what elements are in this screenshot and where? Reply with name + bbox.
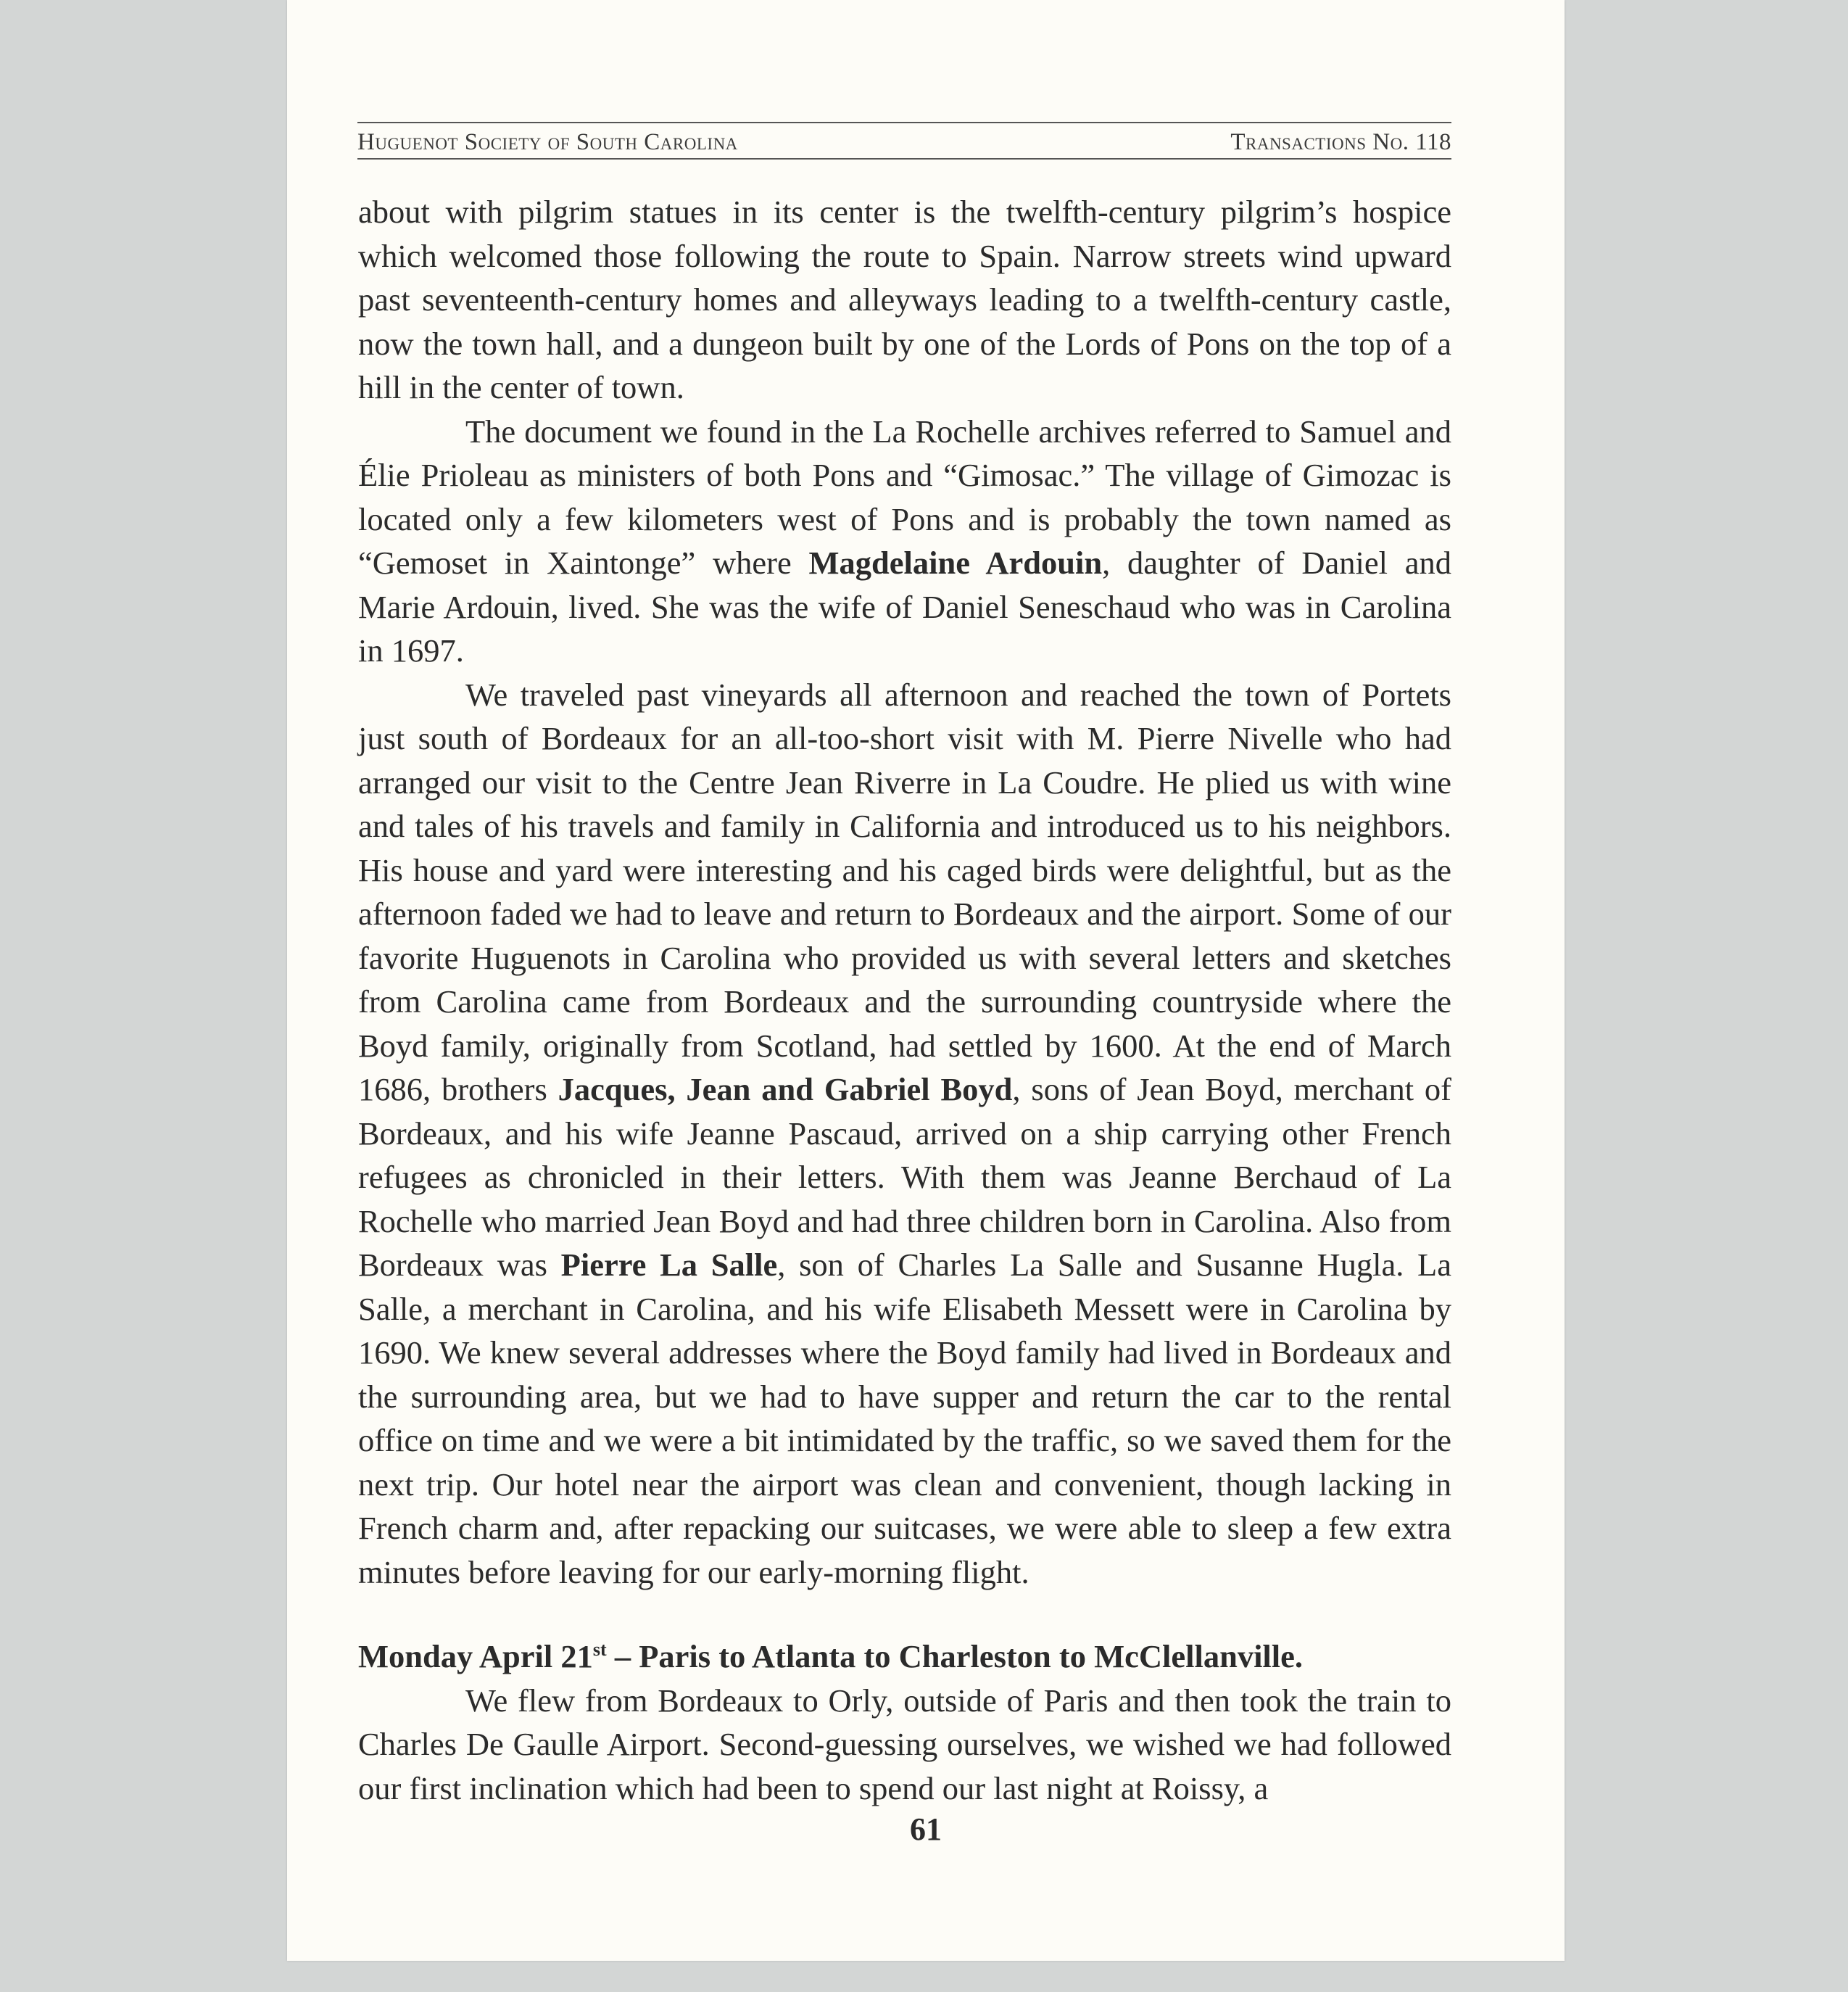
section-heading-ordinal: st	[592, 1639, 607, 1660]
paragraph-2	[358, 410, 1451, 673]
paragraph-1-text: about with pilgrim statues in its center is the twelfth-century pilgrim’s hospice which welcomed those following the route to Spain. Narrow streets wind upward past seventeenth-century homes and alleyways leading to a twelfth-century castle, now the town hall, and a dungeon built by one of the Lords of Pons on the top of a hill in the center of town.	[358, 194, 1451, 405]
page-number: 61	[910, 1811, 942, 1847]
section-heading	[358, 1634, 1451, 1679]
name-magdelaine-ardouin: Magdelaine Ardouin	[808, 545, 1103, 581]
body-text	[358, 190, 1451, 1810]
header-society-name: Huguenot Society of South Carolina	[357, 129, 738, 155]
paragraph-3-text-b: , sons of Jean Boyd, merchant of Bordeaux, and his wife Jeanne Pascaud, arrived on a ship carrying other French refugees as chronicled in their letters. With them was Jeanne Berchaud of La Rochelle who married Jean Boyd and had three children born in Carolina. Also from Bordeaux was	[358, 1071, 1451, 1283]
paragraph-1	[358, 190, 1451, 410]
name-boyd-brothers: Jacques, Jean and Gabriel Boyd	[558, 1071, 1013, 1107]
section-heading-route: – Paris to Atlanta to Charleston to McClellanville.	[606, 1638, 1304, 1674]
paragraph-3-text-c: , son of Charles La Salle and Susanne Hugla. La Salle, a merchant in Carolina, and his wife Elisabeth Messett were in Carolina by 1690. We knew several addresses where the Boyd family had lived in Bordeaux and the surrounding area, but we had to have supper and return the car to the rental office on time and we were a bit intimidated by the traffic, so we saved them for the next trip. Our hotel near the airport was clean and convenient, though lacking in French charm and, after repacking our suitcases, we were able to sleep a few extra minutes before leaving for our early-morning flight.	[358, 1247, 1451, 1590]
paragraph-2-text-b: , daughter of Daniel and Marie Ardouin, lived. She was the wife of Daniel Seneschaud who was in Carolina in 1697.	[358, 545, 1451, 669]
paragraph-2-text-a: The document we found in the La Rochelle archives referred to Samuel and Élie Prioleau as ministers of both Pons and “Gimosac.” The village of Gimozac is located only a few kilometers west of Pons and is probably the town named as “Gemoset in Xaintonge” where	[358, 413, 1451, 581]
paragraph-3	[358, 673, 1451, 1595]
section-heading-date: Monday April 21	[358, 1638, 593, 1674]
paragraph-3-text-a: We traveled past vineyards all afternoon and reached the town of Portets just south of Bordeaux for an all-too-short visit with M. Pierre Nivelle who had arranged our visit to the Centre Jean Riverre in La Coudre. He plied us with wine and tales of his travels and family in California and introduced us to his neighbors. His house and yard were interesting and his caged birds were delightful, but as the afternoon faded we had to leave and return to Bordeaux and the airport. Some of our favorite Huguenots in Carolina who provided us with several letters and sketches from Carolina came from Bordeaux and the surrounding countryside where the Boyd family, originally from Scotland, had settled by 1600. At the end of March 1686, brothers	[358, 676, 1451, 1107]
paragraph-4-text: We flew from Bordeaux to Orly, outside of Paris and then took the train to Charles De Gaulle Airport. Second-guessing ourselves, we wished we had followed our first inclination which had been to spend our last night at Roissy, a	[358, 1682, 1451, 1806]
paragraph-4	[358, 1679, 1451, 1811]
name-pierre-la-salle: Pierre La Salle	[560, 1247, 778, 1283]
running-header	[357, 122, 1451, 160]
book-page	[287, 0, 1565, 1961]
header-transactions-number: Transactions No. 118	[1230, 129, 1451, 155]
